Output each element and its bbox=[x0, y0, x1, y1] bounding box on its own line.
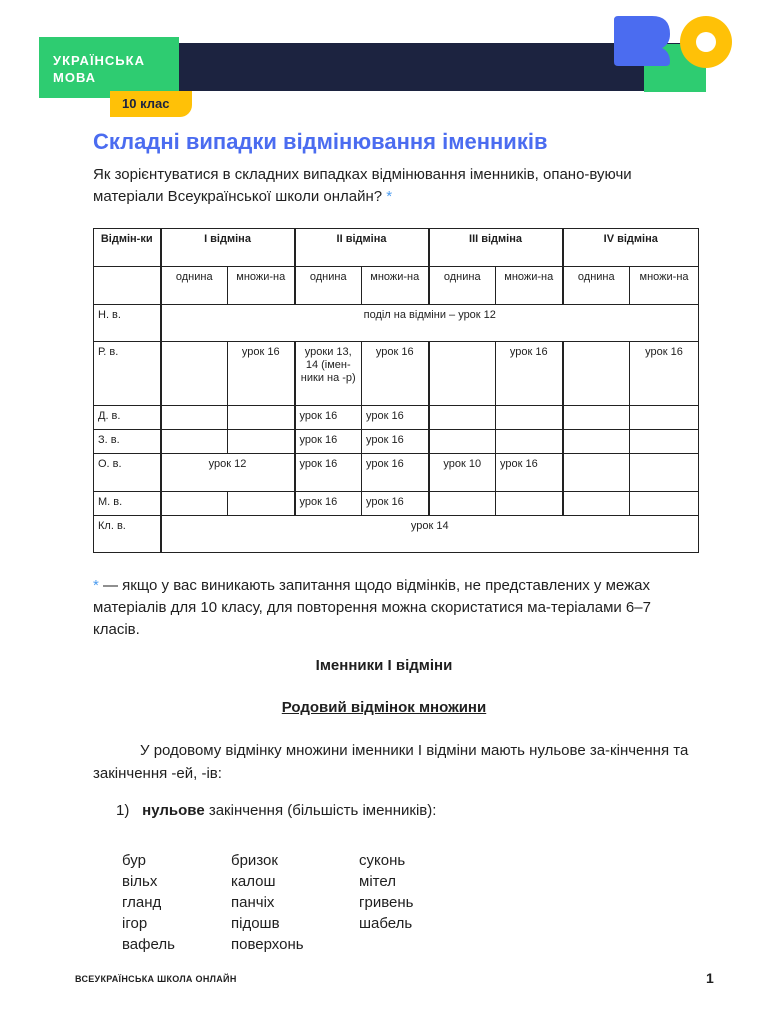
cell bbox=[563, 342, 630, 406]
grade-badge: 10 клас bbox=[110, 91, 192, 117]
vocative-merged: урок 14 bbox=[161, 516, 699, 553]
table-row bbox=[94, 454, 699, 492]
word: суконь bbox=[359, 852, 406, 869]
words-column-1 bbox=[122, 850, 175, 955]
word: вафель bbox=[122, 936, 175, 953]
subject-line2: МОВА bbox=[53, 70, 97, 85]
declension-table bbox=[93, 228, 699, 553]
footnote bbox=[93, 575, 693, 641]
subject-badge bbox=[39, 37, 179, 98]
table-row bbox=[94, 492, 699, 516]
declension-1-header: І відміна bbox=[161, 229, 295, 267]
word: мітел bbox=[359, 873, 396, 890]
cell: урок 16 bbox=[295, 492, 362, 516]
page-title: Складні випадки відмінювання іменників bbox=[93, 129, 548, 154]
empty-cell bbox=[94, 267, 161, 305]
cell: уроки 13, 14 (імен-ники на -р) bbox=[295, 342, 362, 406]
cell: урок 16 bbox=[295, 406, 362, 430]
case-label: Д. в. bbox=[94, 406, 161, 430]
cell bbox=[429, 492, 496, 516]
cell bbox=[563, 430, 630, 454]
word: підошв bbox=[231, 915, 280, 932]
words-column-3 bbox=[359, 850, 413, 934]
declension-2-header: ІІ відміна bbox=[295, 229, 429, 267]
cell bbox=[496, 492, 563, 516]
list-number: 1) bbox=[116, 802, 130, 819]
case-label: Р. в. bbox=[94, 342, 161, 406]
subject-line1: УКРАЇНСЬКА bbox=[53, 53, 145, 68]
cell bbox=[161, 342, 228, 406]
case-header: Відмін-ки bbox=[94, 229, 161, 267]
word: гланд bbox=[122, 894, 162, 911]
table-row bbox=[94, 305, 699, 342]
declension-3-header: ІІІ відміна bbox=[429, 229, 563, 267]
cell: урок 10 bbox=[429, 454, 496, 492]
d2-plural: множи-на bbox=[362, 267, 429, 305]
cell bbox=[563, 406, 630, 430]
table-row bbox=[94, 516, 699, 553]
footnote-asterisk: * bbox=[93, 577, 99, 594]
section-title: Іменники І відміни bbox=[315, 657, 453, 674]
footnote-text: — якщо у вас виникають запитання щодо відмінків, не представлених у межах матеріалів для 10 класу, для повторення можна скористатися ма-теріалами 6–7 класів. bbox=[93, 577, 651, 638]
table-row bbox=[94, 430, 699, 454]
cell bbox=[429, 430, 496, 454]
table-row bbox=[94, 342, 699, 406]
d3-singular: однина bbox=[429, 267, 496, 305]
cell bbox=[630, 492, 699, 516]
cell: урок 16 bbox=[630, 342, 699, 406]
cell: урок 16 bbox=[228, 342, 295, 406]
word: поверхонь bbox=[231, 936, 304, 953]
list-rest: закінчення (більшість іменників): bbox=[204, 802, 437, 819]
cell: урок 16 bbox=[295, 430, 362, 454]
word: бур bbox=[122, 852, 146, 869]
word: шабель bbox=[359, 915, 413, 932]
d3-plural: множи-на bbox=[496, 267, 563, 305]
cell bbox=[161, 492, 228, 516]
case-label: Н. в. bbox=[94, 305, 161, 342]
school-logo-icon bbox=[612, 14, 736, 94]
word: бризок bbox=[231, 852, 278, 869]
case-label: З. в. bbox=[94, 430, 161, 454]
d1-singular: однина bbox=[161, 267, 228, 305]
intro-body: Як зорієнтуватися в складних випадках відмінювання іменників, опано-вуючи матеріали Всеукраїнської школи онлайн? bbox=[93, 166, 632, 205]
d1-plural: множи-на bbox=[228, 267, 295, 305]
cell bbox=[161, 430, 228, 454]
word: калош bbox=[231, 873, 276, 890]
cell bbox=[429, 406, 496, 430]
word: панчіх bbox=[231, 894, 275, 911]
d4-plural: множи-на bbox=[630, 267, 699, 305]
cell: урок 16 bbox=[496, 454, 563, 492]
subsection-title: Родовий відмінок множини bbox=[281, 699, 487, 716]
cell: урок 12 bbox=[161, 454, 295, 492]
case-label: О. в. bbox=[94, 454, 161, 492]
header-bar bbox=[160, 43, 682, 91]
cell: урок 16 bbox=[496, 342, 563, 406]
cell bbox=[228, 492, 295, 516]
paragraph: У родовому відмінку множини іменники І відміни мають нульове за-кінчення та закінчення -ей, -ів: bbox=[93, 742, 689, 782]
cell bbox=[429, 342, 496, 406]
word: гривень bbox=[359, 894, 414, 911]
cell: урок 16 bbox=[362, 342, 429, 406]
cell: урок 16 bbox=[295, 454, 362, 492]
declension-4-header: IV відміна bbox=[563, 229, 699, 267]
cell bbox=[630, 430, 699, 454]
cell bbox=[496, 406, 563, 430]
d2-singular: однина bbox=[295, 267, 362, 305]
case-label: М. в. bbox=[94, 492, 161, 516]
list-bold: нульове bbox=[142, 802, 205, 819]
cell: урок 16 bbox=[362, 454, 429, 492]
table-row bbox=[94, 406, 699, 430]
cell bbox=[563, 492, 630, 516]
page-number: 1 bbox=[706, 970, 714, 986]
word: ігор bbox=[122, 915, 148, 932]
d4-singular: однина bbox=[563, 267, 630, 305]
case-label: Кл. в. bbox=[94, 516, 161, 553]
intro-asterisk: * bbox=[386, 188, 393, 205]
words-column-2 bbox=[231, 850, 304, 955]
cell bbox=[630, 406, 699, 430]
cell bbox=[630, 454, 699, 492]
cell: урок 16 bbox=[362, 406, 429, 430]
footer-school: ВСЕУКРАЇНСЬКА ШКОЛА ОНЛАЙН bbox=[75, 974, 237, 984]
cell: урок 16 bbox=[362, 430, 429, 454]
list-item bbox=[116, 802, 436, 819]
cell bbox=[228, 430, 295, 454]
cell bbox=[563, 454, 630, 492]
intro-text bbox=[93, 164, 693, 208]
word: вільх bbox=[122, 873, 158, 890]
cell bbox=[228, 406, 295, 430]
cell bbox=[161, 406, 228, 430]
cell bbox=[496, 430, 563, 454]
nominative-merged: поділ на відміни – урок 12 bbox=[161, 305, 699, 342]
cell: урок 16 bbox=[362, 492, 429, 516]
